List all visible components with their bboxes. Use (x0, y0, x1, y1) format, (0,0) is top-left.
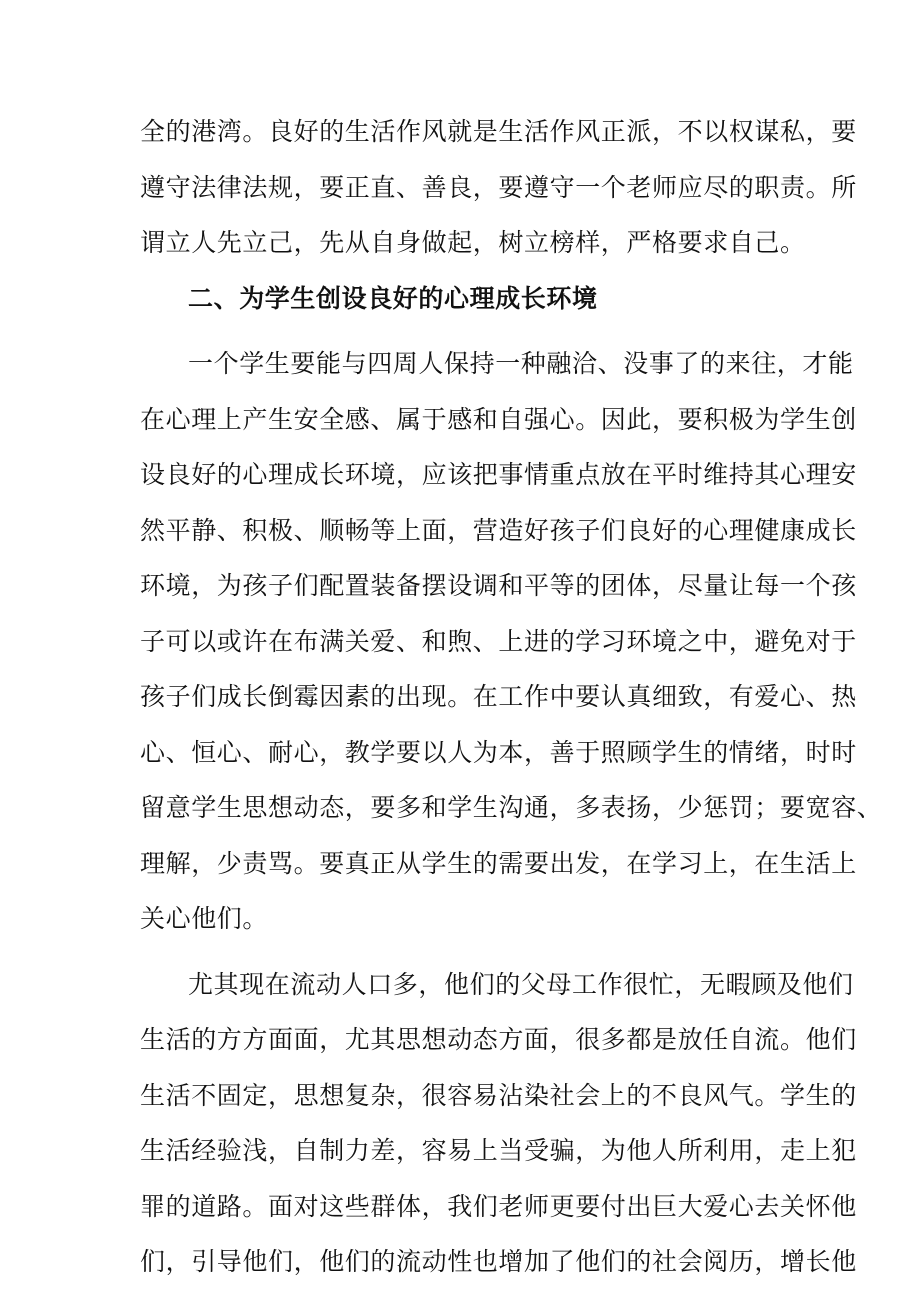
paragraph-2-line-8: 心、恒心、耐心，教学要以人为本，善于照顾学生的情绪，时时 (140, 738, 857, 767)
paragraph-1-line-1: 全的港湾。良好的生活作风就是生活作风正派，不以权谋私，要 (140, 117, 857, 146)
paragraph-2-line-11: 关心他们。 (140, 904, 269, 933)
paragraph-2-line-3: 设良好的心理成长环境，应该把事情重点放在平时维持其心理安 (140, 460, 857, 489)
paragraph-2-line-6: 子可以或许在布满关爱、和煦、上进的学习环境之中，避免对于 (140, 627, 857, 656)
paragraph-2-line-2: 在心理上产生安全感、属于感和自强心。因此，要积极为学生创 (140, 405, 857, 434)
paragraph-1-line-2: 遵守法律法规，要正直、善良，要遵守一个老师应尽的职责。所 (140, 173, 857, 202)
paragraph-3-line-3: 生活不固定，思想复杂，很容易沾染社会上的不良风气。学生的 (140, 1081, 857, 1110)
section-heading: 二、为学生创设良好的心理成长环境 (188, 284, 598, 313)
paragraph-3-line-1: 尤其现在流动人口多，他们的父母工作很忙，无暇顾及他们 (188, 970, 854, 999)
paragraph-3-line-2: 生活的方方面面，尤其思想动态方面，很多都是放任自流。他们 (140, 1025, 857, 1054)
paragraph-3-line-4: 生活经验浅，自制力差，容易上当受骗，为他人所利用，走上犯 (140, 1136, 857, 1165)
paragraph-2-line-4: 然平静、积极、顺畅等上面，营造好孩子们良好的心理健康成长 (140, 516, 857, 545)
paragraph-1-line-3: 谓立人先立己，先从自身做起，树立榜样，严格要求自己。 (140, 228, 806, 257)
paragraph-2-line-5: 环境，为孩子们配置装备摆设调和平等的团体，尽量让每一个孩 (140, 571, 857, 600)
paragraph-2-line-1: 一个学生要能与四周人保持一种融洽、没事了的来往，才能 (188, 349, 854, 378)
paragraph-3-line-6: 们，引导他们，他们的流动性也增加了他们的社会阅历，增长他 (140, 1247, 857, 1276)
paragraph-2-line-10: 理解，少责骂。要真正从学生的需要出发，在学习上，在生活上 (140, 849, 857, 878)
paragraph-2-line-7: 孩子们成长倒霉因素的出现。在工作中要认真细致，有爱心、热 (140, 682, 857, 711)
paragraph-2-line-9: 留意学生思想动态，要多和学生沟通，多表扬，少惩罚；要宽容、 (140, 793, 883, 822)
paragraph-3-line-5: 罪的道路。面对这些群体，我们老师更要付出巨大爱心去关怀他 (140, 1192, 857, 1221)
